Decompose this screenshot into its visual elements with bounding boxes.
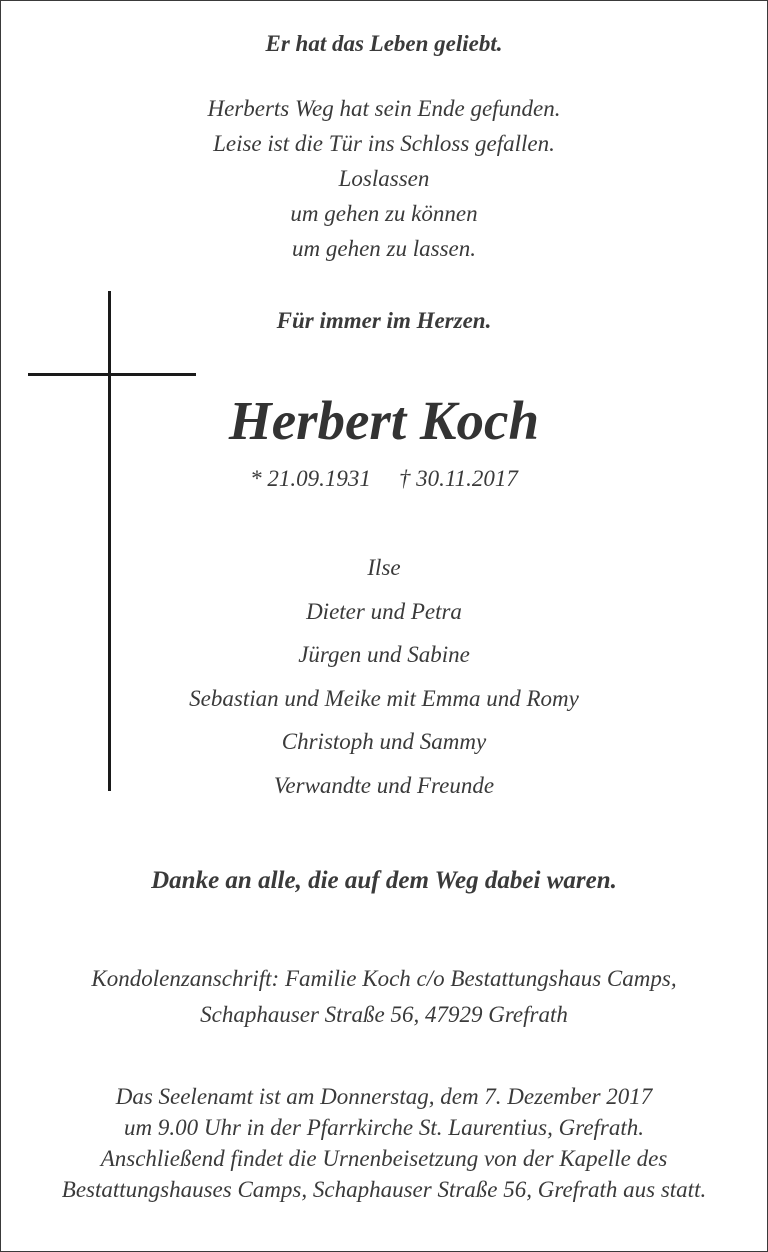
- motto-heading: Er hat das Leben geliebt.: [265, 31, 503, 56]
- poem-line: Herberts Weg hat sein Ende gefunden.: [207, 96, 561, 121]
- mourner-entry: Ilse: [367, 555, 401, 580]
- cross-icon-horizontal-bar: [28, 373, 196, 376]
- mourner-entry: Dieter und Petra: [306, 598, 462, 624]
- poem: [1, 91, 767, 266]
- service-line: Bestattungshauses Camps, Schaphauser Straße 56, Grefrath aus statt.: [61, 1177, 707, 1202]
- poem-line: um gehen zu lassen.: [292, 236, 476, 261]
- poem-line: um gehen zu können: [290, 201, 478, 226]
- condolence-address: [1, 961, 767, 1033]
- address-line: Kondolenzanschrift: Familie Koch c/o Bestattungshaus Camps,: [91, 966, 677, 991]
- thanks-line: Danke an alle, die auf dem Weg dabei waren.: [151, 867, 617, 894]
- mourners-list: [1, 546, 767, 808]
- birth-date: * 21.09.1931: [250, 466, 371, 491]
- poem-line: Loslassen: [338, 166, 430, 191]
- mourner-entry: Jürgen und Sabine: [298, 642, 470, 668]
- service-details: [1, 1081, 767, 1205]
- poem-line: Leise ist die Tür ins Schloss gefallen.: [213, 131, 555, 156]
- service-line: um 9.00 Uhr in der Pfarrkirche St. Laurentius, Grefrath.: [123, 1115, 645, 1140]
- mourner-entry: Sebastian und Meike mit Emma und Romy: [189, 685, 579, 711]
- address-line: Schaphauser Straße 56, 47929 Grefrath: [200, 1002, 568, 1027]
- deceased-name: Herbert Koch: [228, 390, 540, 451]
- life-dates: [1, 466, 767, 492]
- mourner-entry: Christoph und Sammy: [281, 729, 487, 755]
- death-date: † 30.11.2017: [398, 466, 518, 491]
- mourner-entry: Verwandte und Freunde: [273, 772, 495, 798]
- service-line: Das Seelenamt ist am Donnerstag, dem 7. Dezember 2017: [115, 1084, 653, 1109]
- forever-in-heart-line: Für immer im Herzen.: [276, 308, 492, 333]
- service-line: Anschließend findet die Urnenbeisetzung von der Kapelle des: [100, 1146, 668, 1171]
